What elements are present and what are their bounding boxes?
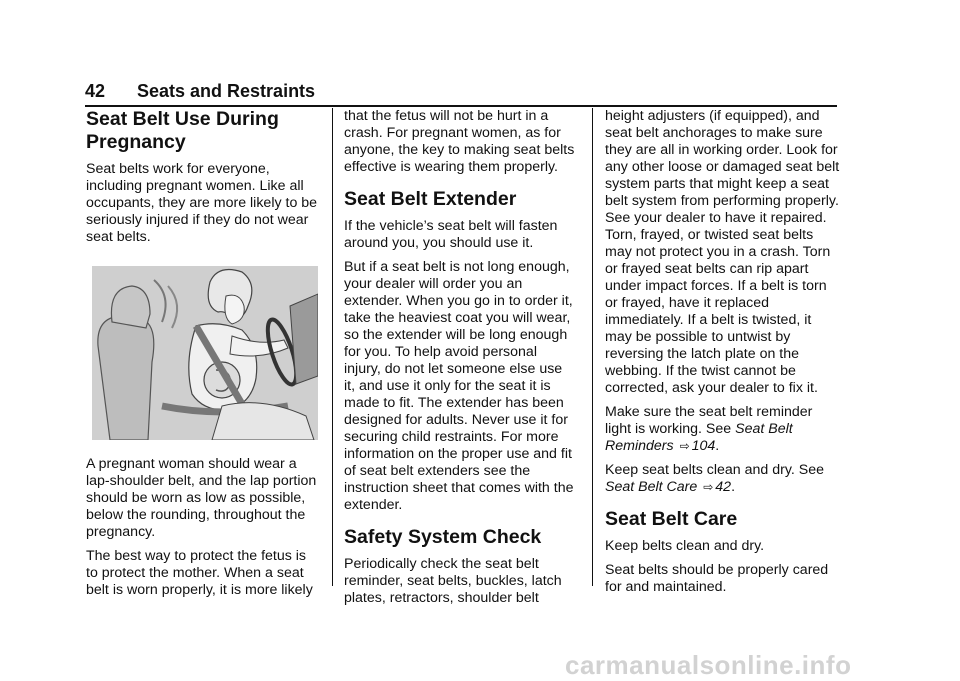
illustration-caption: A pregnant woman should wear a lap-shoulder belt, and the lap portion should be worn as low as possible, below the rounding, throughout the pregnancy. xyxy=(86,456,317,540)
section-title-care: Seat Belt Care xyxy=(605,508,738,530)
page-ref-number[interactable]: 104 xyxy=(691,438,716,454)
column-3 xyxy=(605,108,840,603)
section-title-extender: Seat Belt Extender xyxy=(344,188,517,210)
paragraph: But if a seat belt is not long enough, your dealer will order you an extender. When you go in to order it, take the heaviest coat you will wear, so the extender will be long enough for you. To help avoid personal injury, do not let someone else use it, and use it only for the seat it is made to fit. The extender has been designed for adults. Never use it for securing child restraints. For more information on the proper use and fit of seat belt extenders see the instruction sheet that comes with the extender. xyxy=(344,259,574,513)
paragraph: height adjusters (if equipped), and seat belt anchorages to make sure they are all in working order. Look for any other loose or damaged seat belt system parts that might keep a seat belt system from performing properly. See your dealer to have it repaired. Torn, frayed, or twisted seat belts may not protect you in a crash. Torn or frayed seat belts can rip apart under impact forces. If a belt is torn or frayed, have it replaced immediately. If a belt is twisted, it may be possible to untwist by reversing the latch plate on the webbing. If the twist cannot be corrected, ask your dealer to fix it. xyxy=(605,108,840,396)
chapter-title: Seats and Restraints xyxy=(137,81,316,101)
page-ref-arrow-icon: ⇨ xyxy=(703,480,714,494)
paragraph: Seat belts work for everyone, including pregnant women. Like all occupants, they are more likely to be seriously injured if they do not wear seat belts. xyxy=(86,161,318,245)
column-1 xyxy=(86,108,318,606)
seat-belt-care-link[interactable]: Seat Belt Care xyxy=(605,479,698,495)
seat-belt-reminders-link[interactable]: Seat Belt Reminders xyxy=(605,421,793,454)
clean-text: Keep seat belts clean and dry. See xyxy=(605,462,824,478)
paragraph: If the vehicle’s seat belt will fasten around you, you should use it. xyxy=(344,218,558,251)
column-2 xyxy=(344,108,576,614)
section-title-pregnancy: Seat Belt Use During Pregnancy xyxy=(86,108,279,153)
watermark: carmanualsonline.info xyxy=(565,650,852,680)
page-header xyxy=(85,80,837,107)
pregnant-woman-seatbelt-illustration xyxy=(92,266,318,440)
reminder-text: Make sure the seat belt reminder light is working. See xyxy=(605,404,813,437)
paragraph: that the fetus will not be hurt in a crash. For pregnant women, as for anyone, the key to making seat belts effective is wearing them properly. xyxy=(344,108,575,175)
paragraph-reminder: Make sure the seat belt reminder light is working. See Seat Belt Reminders ⇨ 104. xyxy=(605,404,813,454)
column-divider xyxy=(592,108,593,586)
page-ref-arrow-icon: ⇨ xyxy=(679,439,690,453)
paragraph: Periodically check the seat belt reminder, seat belts, buckles, latch plates, retractors, shoulder belt xyxy=(344,556,562,606)
section-title-safety-check: Safety System Check xyxy=(344,526,542,548)
paragraph: Keep belts clean and dry. xyxy=(605,538,765,554)
column-divider xyxy=(332,108,333,586)
paragraph: The best way to protect the fetus is to protect the mother. When a seat belt is worn properly, it is more likely xyxy=(86,548,313,598)
page-ref-number[interactable]: 42 xyxy=(715,479,732,495)
paragraph: Seat belts should be properly cared for and maintained. xyxy=(605,562,829,595)
paragraph-clean: Keep seat belts clean and dry. See Seat Belt Care ⇨ 42. xyxy=(605,462,824,495)
page-number: 42 xyxy=(85,81,106,101)
